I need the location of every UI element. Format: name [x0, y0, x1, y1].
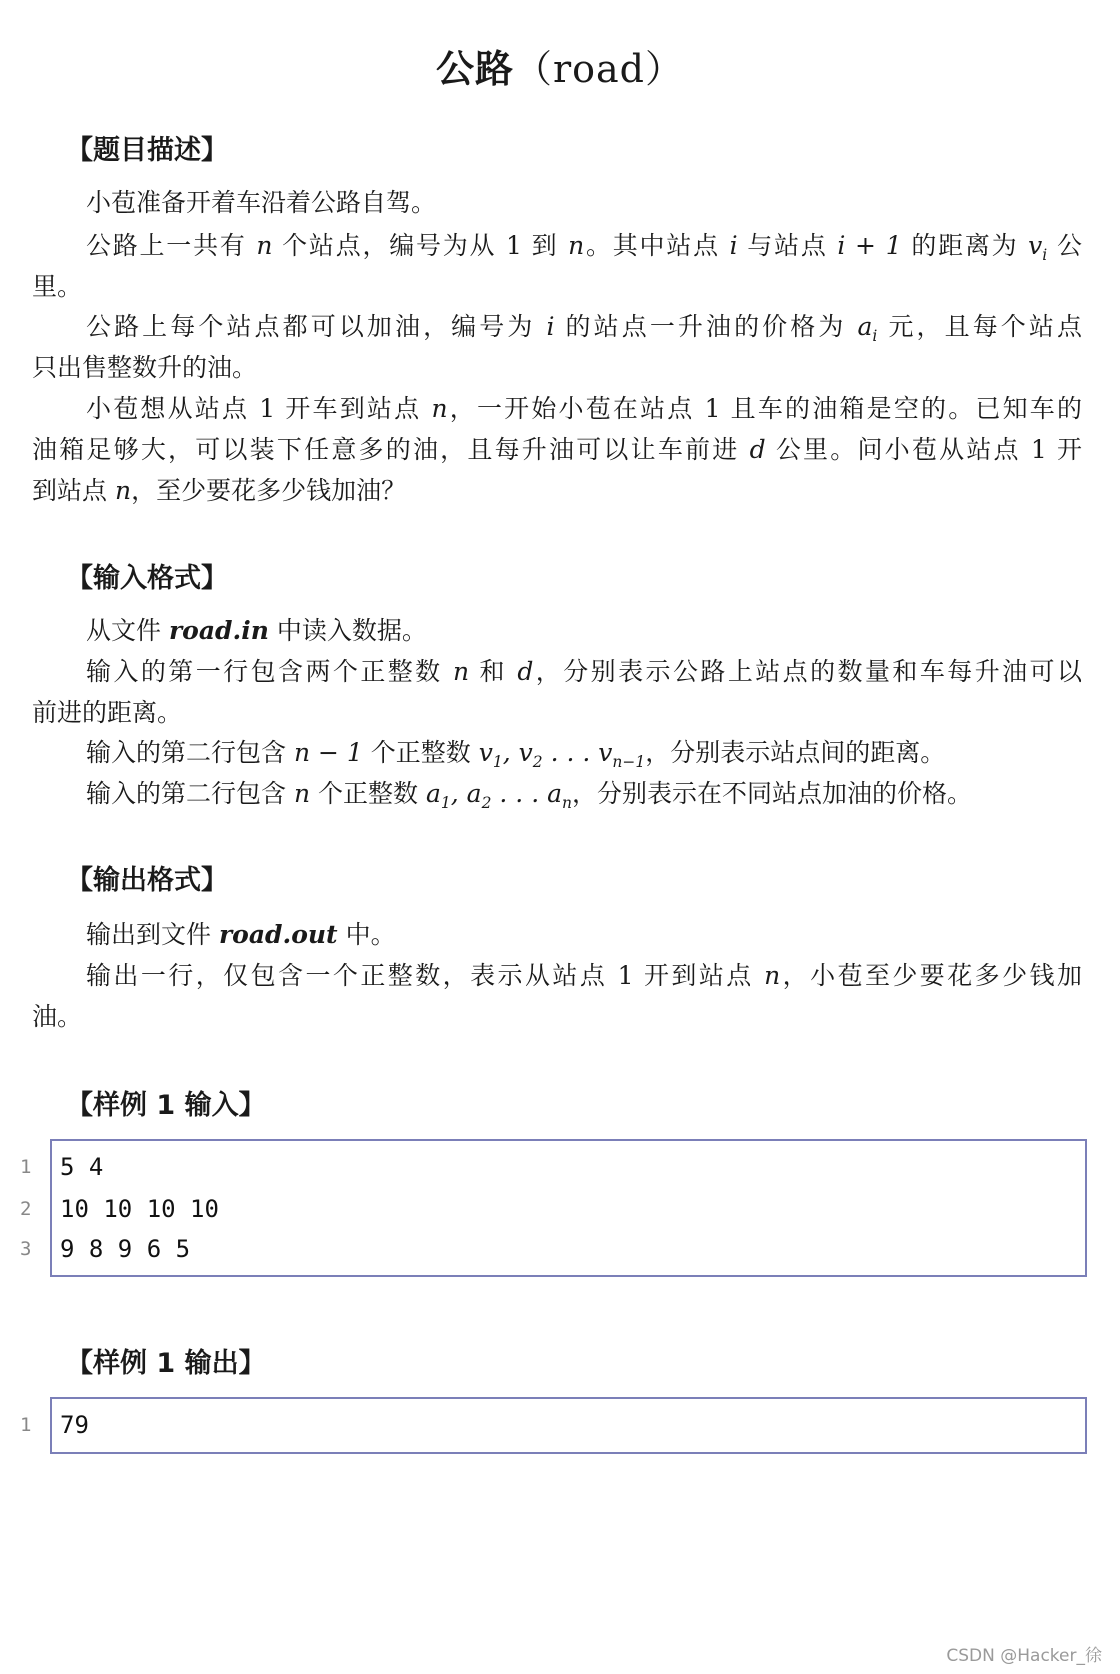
- text-span: 。其中站点: [584, 231, 720, 260]
- math-sub: i: [1042, 246, 1048, 264]
- math-i-plus-1: i + 1: [837, 231, 902, 260]
- math-sub: 1: [440, 794, 451, 812]
- title-zh: 公路: [435, 46, 514, 91]
- text-span: 开车到站点: [285, 394, 422, 423]
- math-v: v: [478, 738, 493, 767]
- math-sep: , a: [450, 779, 482, 808]
- input-file-name: road.in: [168, 616, 269, 645]
- output-format-heading: 【输出格式】: [66, 865, 228, 896]
- math-a: a: [857, 312, 873, 341]
- text-span: 输入的第二行包含: [86, 779, 287, 808]
- text-span: ，至少要花多少钱加油？: [131, 476, 407, 505]
- input-format-paragraph-2-line-1: [86, 659, 1082, 684]
- math-v-list: [478, 738, 646, 771]
- description-paragraph-3-line-2: 只出售整数升的油。: [32, 353, 258, 382]
- text-span: 元，且每个站点: [888, 312, 1082, 341]
- math-1: 1: [259, 394, 276, 423]
- line-number: 1: [20, 1156, 32, 1178]
- code-line: 5 4: [60, 1153, 104, 1181]
- text-span: 油箱足够大，可以装下任意多的油，且每升油可以让车前进: [32, 435, 740, 464]
- text-span: ，分别表示在不同站点加油的价格。: [572, 779, 973, 808]
- math-i: i: [729, 231, 738, 260]
- text-span: ，分别表示公路上站点的数量和车每升油可以: [533, 657, 1082, 686]
- output-format-paragraph-1: [86, 922, 396, 947]
- math-sub: 1: [492, 753, 503, 771]
- math-1: 1: [704, 394, 721, 423]
- input-format-paragraph-1: [86, 618, 427, 643]
- math-a-list: [426, 779, 572, 812]
- math-sep: . . . v: [542, 738, 613, 767]
- description-paragraph-4-line-1: [86, 396, 1082, 421]
- code-line: 10 10 10 10: [60, 1195, 219, 1223]
- input-format-paragraph-4: [86, 781, 972, 812]
- text-span: 的站点一升油的价格为: [565, 312, 847, 341]
- math-1: 1: [506, 231, 522, 260]
- output-file-name: road.out: [218, 920, 338, 949]
- sample-output-code-box[interactable]: [50, 1397, 1087, 1454]
- math-n: n: [568, 231, 585, 260]
- sample-input-heading: 【样例 1 输入】: [66, 1090, 266, 1121]
- math-sub: 2: [532, 753, 543, 771]
- math-a: a: [426, 779, 441, 808]
- line-number: 3: [20, 1238, 32, 1260]
- text-span: 公里。问小苞从站点: [775, 435, 1021, 464]
- input-format-heading: 【输入格式】: [66, 563, 228, 594]
- math-v: v: [1028, 231, 1043, 260]
- text-span: 输入的第二行包含: [86, 738, 287, 767]
- math-d: d: [517, 657, 534, 686]
- description-paragraph-4-line-2: [32, 437, 1082, 462]
- math-sub: n: [562, 794, 572, 812]
- math-sep: , v: [502, 738, 533, 767]
- description-paragraph-3-line-1: [86, 314, 1082, 345]
- title-paren-close: ）: [645, 47, 685, 91]
- text-span: 个正整数: [370, 738, 471, 767]
- math-1: 1: [1030, 435, 1047, 464]
- output-format-paragraph-2-line-2: 油。: [32, 1002, 83, 1031]
- line-number: 2: [20, 1198, 32, 1220]
- description-paragraph-2-line-1: [86, 233, 1082, 264]
- math-n: n: [114, 476, 132, 505]
- math-sub: n−1: [612, 753, 646, 771]
- line-number: 1: [20, 1414, 32, 1436]
- math-n: n: [764, 961, 781, 990]
- text-span: 开到站点: [643, 961, 754, 990]
- text-span: 和: [479, 657, 507, 686]
- math-sub: 2: [481, 794, 492, 812]
- sample-output-heading: 【样例 1 输出】: [66, 1348, 266, 1379]
- sample-input-code-box[interactable]: [50, 1139, 1087, 1277]
- text-span: 输出到文件: [86, 920, 212, 949]
- text-span: 输出一行，仅包含一个正整数，表示从站点: [86, 961, 608, 990]
- text-span: 公: [1056, 231, 1082, 260]
- math-1: 1: [617, 961, 634, 990]
- math-i: i: [546, 312, 555, 341]
- math-n: n: [431, 394, 448, 423]
- description-paragraph-1: 小苞准备开着车沿着公路自驾。: [86, 188, 437, 217]
- math-n: n: [453, 657, 470, 686]
- page-title: [0, 38, 1120, 93]
- text-span: 的距离为: [911, 231, 1019, 260]
- text-span: 公路上一共有: [86, 231, 247, 260]
- description-heading: 【题目描述】: [66, 135, 228, 166]
- text-span: 到: [531, 231, 559, 260]
- text-span: 开: [1057, 435, 1083, 464]
- text-span: 小苞想从站点: [86, 394, 250, 423]
- text-span: ，小苞至少要花多少钱加: [780, 961, 1082, 990]
- math-v-i: [1028, 231, 1048, 264]
- text-span: 个站点，编号为从: [282, 231, 497, 260]
- text-span: 中。: [345, 920, 396, 949]
- input-format-paragraph-2-line-2: 前进的距离。: [32, 698, 183, 727]
- code-line: 79: [60, 1411, 89, 1439]
- text-span: 输入的第一行包含两个正整数: [86, 657, 443, 686]
- math-sub: i: [872, 327, 878, 345]
- math-sep: . . . a: [491, 779, 563, 808]
- watermark: CSDN @Hacker_徐: [946, 1646, 1102, 1666]
- output-format-paragraph-2-line-1: [86, 963, 1082, 988]
- description-paragraph-2-line-2: 里。: [32, 272, 83, 301]
- text-span: 到站点: [32, 476, 108, 505]
- math-d: d: [749, 435, 766, 464]
- math-n: n: [293, 779, 311, 808]
- text-span: 且车的油箱是空的。已知车的: [730, 394, 1082, 423]
- text-span: ，一开始小苞在站点: [447, 394, 695, 423]
- text-span: 公路上每个站点都可以加油，编号为: [86, 312, 536, 341]
- title-latin: road: [552, 47, 646, 91]
- text-span: ，分别表示站点间的距离。: [645, 738, 946, 767]
- math-n: n: [256, 231, 273, 260]
- code-line: 9 8 9 6 5: [60, 1235, 191, 1263]
- input-format-paragraph-3: [86, 740, 945, 771]
- math-a-i: [857, 312, 878, 345]
- text-span: 中读入数据。: [276, 616, 427, 645]
- title-paren-open: （: [513, 47, 553, 91]
- math-n-minus-1: n − 1: [293, 738, 363, 767]
- text-span: 从文件: [86, 616, 162, 645]
- text-span: 与站点: [747, 231, 828, 260]
- text-span: 个正整数: [318, 779, 419, 808]
- description-paragraph-4-line-3: [32, 478, 406, 503]
